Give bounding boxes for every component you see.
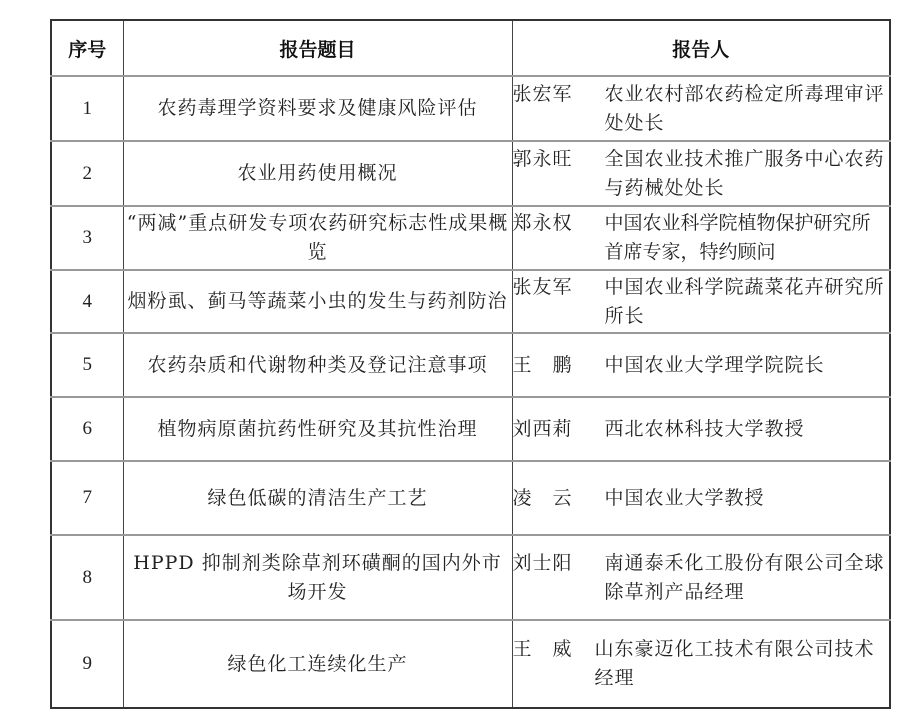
table-row (51, 461, 890, 535)
row-title: “两减”重点研发专项农药研究标志性成果概览 (123, 206, 512, 270)
row-speaker (512, 620, 890, 708)
row-speaker (512, 141, 890, 206)
row-no: 3 (51, 206, 123, 270)
row-title: 农药杂质和代谢物种类及登记注意事项 (123, 333, 512, 397)
report-schedule-table (50, 19, 891, 709)
table-row (51, 141, 890, 206)
row-title: 农业用药使用概况 (123, 141, 512, 206)
speaker-name: 刘士阳 (512, 551, 573, 574)
speaker-role: 中国农业科学院蔬菜花卉研究所所长 (604, 275, 885, 327)
row-no: 9 (51, 620, 123, 708)
table-row (51, 76, 890, 141)
table-row (51, 535, 890, 620)
table-row (51, 206, 890, 270)
row-no: 8 (51, 535, 123, 620)
speaker-role: 山东豪迈化工技术有限公司技术经理 (594, 638, 875, 689)
row-no: 7 (51, 461, 123, 535)
row-speaker (512, 76, 890, 141)
speaker-name: 张宏军 (512, 82, 573, 105)
speaker-role: 中国农业科学院植物保护研究所首席专家，特约顾问 (604, 212, 871, 263)
speaker-name: 王 鹏 (512, 353, 573, 376)
row-speaker (512, 397, 890, 461)
row-speaker (512, 333, 890, 397)
speaker-role: 全国农业技术推广服务中心农药与药械处处长 (604, 147, 885, 199)
header-title: 报告题目 (123, 20, 512, 76)
table-row (51, 333, 890, 397)
row-speaker (512, 535, 890, 620)
speaker-name: 郭永旺 (512, 147, 573, 170)
table-header-row (51, 20, 890, 76)
row-title: 烟粉虱、蓟马等蔬菜小虫的发生与药剂防治 (123, 270, 512, 333)
speaker-role: 中国农业大学教授 (604, 486, 765, 509)
row-title: 绿色化工连续化生产 (123, 620, 512, 708)
row-no: 2 (51, 141, 123, 206)
row-speaker (512, 206, 890, 270)
row-no: 5 (51, 333, 123, 397)
row-no: 6 (51, 397, 123, 461)
table-row (51, 620, 890, 708)
speaker-name: 张友军 (512, 275, 573, 298)
speaker-name: 凌 云 (512, 486, 573, 509)
table-row (51, 270, 890, 333)
header-speaker: 报告人 (512, 20, 890, 76)
row-speaker (512, 270, 890, 333)
header-no: 序号 (51, 20, 123, 76)
row-speaker (512, 461, 890, 535)
row-title: HPPD 抑制剂类除草剂环磺酮的国内外市场开发 (123, 535, 512, 620)
speaker-role: 农业农村部农药检定所毒理审评处处长 (604, 82, 885, 134)
row-title: 农药毒理学资料要求及健康风险评估 (123, 76, 512, 141)
row-no: 1 (51, 76, 123, 141)
table-row (51, 397, 890, 461)
speaker-role: 中国农业大学理学院院长 (604, 353, 825, 376)
speaker-name: 王 威 (512, 638, 573, 660)
row-title: 植物病原菌抗药性研究及其抗性治理 (123, 397, 512, 461)
row-title: 绿色低碳的清洁生产工艺 (123, 461, 512, 535)
speaker-role: 南通泰禾化工股份有限公司全球除草剂产品经理 (604, 551, 885, 603)
speaker-name: 刘西莉 (512, 417, 573, 440)
row-no: 4 (51, 270, 123, 333)
speaker-role: 西北农林科技大学教授 (604, 417, 805, 440)
speaker-name: 郑永权 (512, 212, 573, 234)
